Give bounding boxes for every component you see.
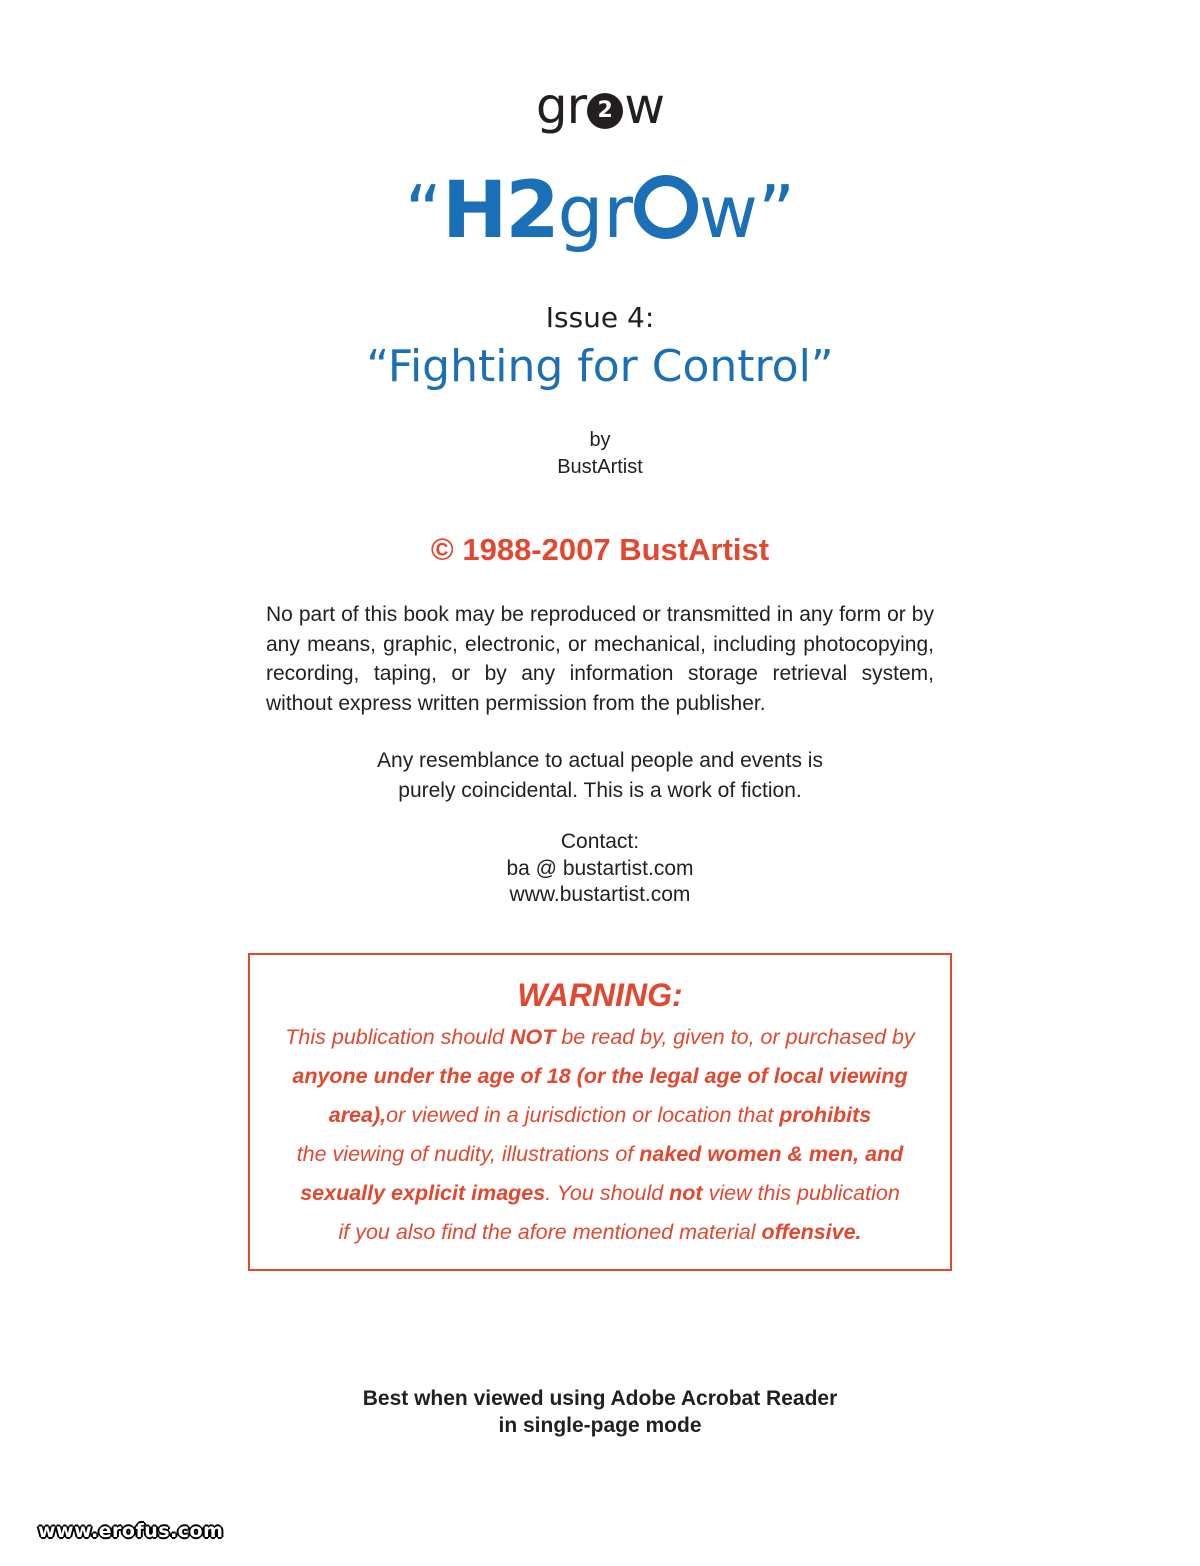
publisher-logo [0,76,1200,136]
issue-title: “Fighting for Control” [366,341,834,392]
warning-box [248,953,952,1271]
warning-line-1a: This publication should [285,1025,510,1049]
warning-line-5d: view this publication [702,1181,900,1205]
warning-text [250,1018,950,1252]
title-open-quote: “ [404,170,443,254]
title-part3: w [698,170,758,254]
copyright-notice: © 1988-2007 BustArtist [430,532,770,567]
logo-dot: 2 [587,93,623,129]
disclaimer-line-2: purely coincidental. This is a work of fiction. [398,778,802,802]
title-part2: gr [557,170,633,254]
warning-line-1c: be read by, given to, or purchased by [555,1025,915,1049]
warning-line-2 [250,1057,950,1096]
warning-line-5a: sexually explicit images [300,1181,546,1205]
title-o-ring [634,175,698,239]
author-block [0,427,1200,481]
warning-line-6 [250,1213,950,1252]
warning-line-6a: if you also find the afore mentioned material [338,1220,762,1244]
warning-line-2a: anyone under the age of 18 (or the legal age of local viewing [292,1064,908,1088]
by-label: by [589,429,611,451]
disclaimer-line-1: Any resemblance to actual people and events is [377,749,823,772]
warning-line-3a: area), [328,1103,387,1127]
reproduction-notice [266,600,934,718]
contact-label: Contact: [560,830,640,853]
fiction-disclaimer [0,746,1200,805]
title-part1: H2 [442,166,558,256]
warning-line-4a: the viewing of nudity, illustrations of [296,1142,640,1166]
logo-prefix: gr [535,77,587,135]
site-watermark: www.erofus.com [38,1520,224,1542]
warning-line-6b: offensive. [761,1220,862,1244]
warning-line-1 [250,1018,950,1057]
warning-line-5b: . You should [545,1181,670,1205]
contact-website[interactable]: www.bustartist.com [509,883,691,906]
warning-line-4b: naked women & men, and [639,1142,904,1166]
issue-number: Issue 4: [545,301,655,334]
warning-line-5 [250,1174,950,1213]
warning-line-3b: or viewed in a jurisdiction or location that [386,1103,780,1127]
footer-line-1: Best when viewed using Adobe Acrobat Reader [362,1387,838,1410]
warning-title: WARNING: [517,977,683,1013]
footer-line-2: in single-page mode [498,1414,702,1437]
warning-line-5c: not [669,1181,703,1205]
warning-line-4 [250,1135,950,1174]
series-title [0,166,1200,257]
warning-line-3 [250,1096,950,1135]
viewing-recommendation [0,1385,1200,1439]
warning-line-1b: NOT [509,1025,556,1049]
title-close-quote: ” [757,170,796,254]
author-name: BustArtist [557,456,643,478]
contact-email[interactable]: ba @ bustartist.com [506,856,694,880]
reproduction-text: No part of this book may be reproduced or transmitted in any form or by any means, graphic, electronic, or mechanical, including photocopying, recording, taping, or by any information storage retrieval system, without express written permission from the publisher. [266,603,934,715]
warning-line-3c: prohibits [779,1103,872,1127]
contact-block [0,829,1200,909]
logo-suffix: w [624,77,665,135]
